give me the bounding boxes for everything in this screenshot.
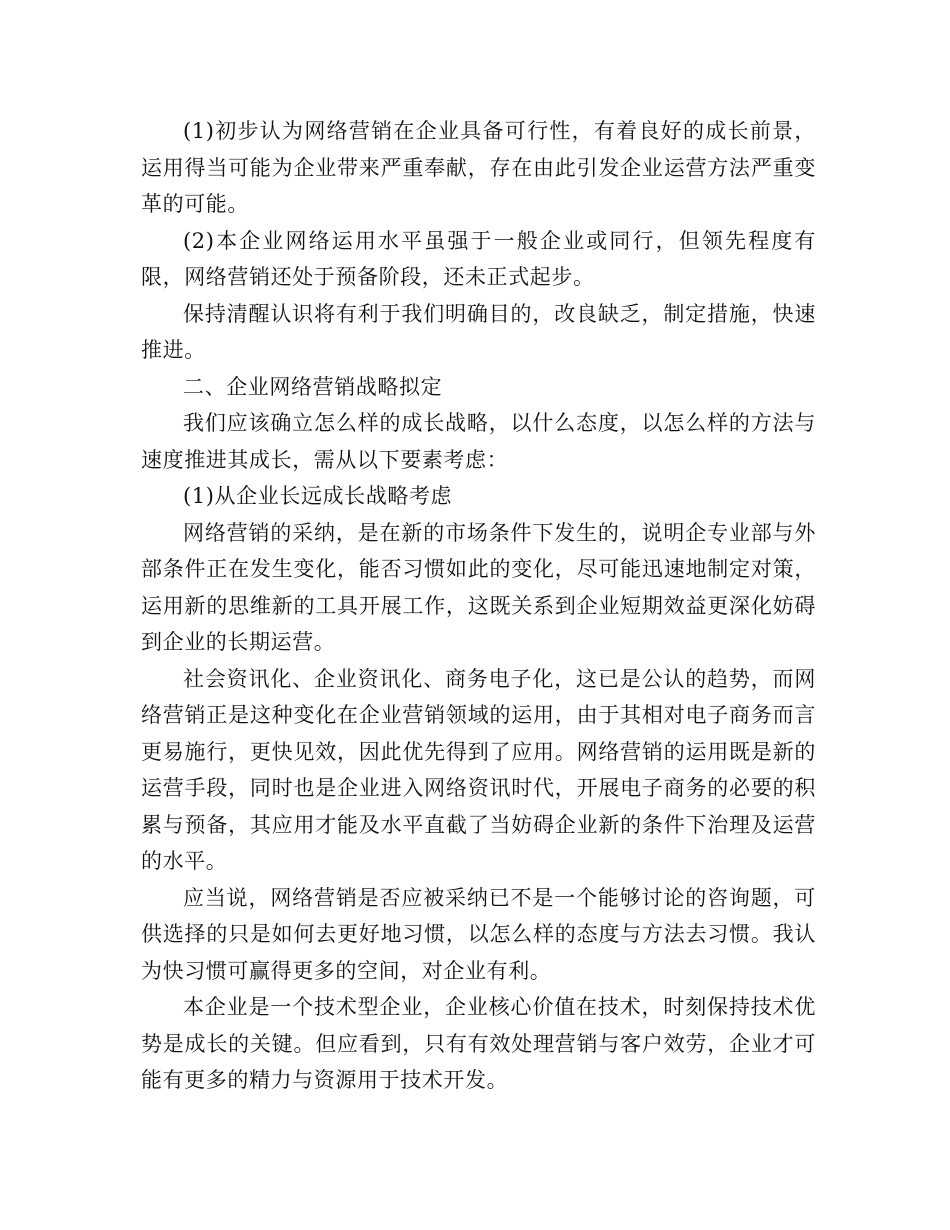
paragraph-body-3: 应当说，网络营销是否应被采纳已不是一个能够讨论的咨询题，可供选择的只是如何去更好地习惯，以怎么样的态度与方法去习惯。我认为快习惯可赢得更多的空间，对企业有利。 bbox=[141, 885, 816, 983]
section-heading: 二、企业网络营销战略拟定 bbox=[183, 374, 443, 399]
paragraph-conclusion-1: (1)初步认为网络营销在企业具备可行性，有着良好的成长前景，运用得当可能为企业带来严重奉献，存在由此引发企业运营方法严重变革的可能。 bbox=[141, 119, 816, 216]
paragraph-body-4: 本企业是一个技术型企业，企业核心价值在技术，时刻保持技术优势是成长的关键。但应看到，只有有效处理营销与客户效劳，企业才可能有更多的精力与资源用于技术开发。 bbox=[141, 995, 816, 1092]
paragraph-body-1: 网络营销的采纳，是在新的市场条件下发生的，说明企专业部与外部条件正在发生变化，能否习惯如此的变化，尽可能迅速地制定对策，运用新的思维新的工具开展工作，这既关系到企业短期效益更深化妨碍到企业的长期运营。 bbox=[141, 520, 816, 654]
paragraph-summary: 保持清醒认识将有利于我们明确目的，改良缺乏，制定措施，快速推进。 bbox=[141, 301, 816, 362]
document-body bbox=[141, 113, 816, 1099]
paragraph-intro: 我们应该确立怎么样的成长战略，以什么态度，以怎么样的方法与速度推进其成长，需从以下要素考虑： bbox=[141, 411, 816, 472]
paragraph-conclusion-2: (2)本企业网络运用水平虽强于一般企业或同行，但领先程度有限，网络营销还处于预备阶段，还未正式起步。 bbox=[141, 228, 816, 289]
paragraph-body-2: 社会资讯化、企业资讯化、商务电子化，这已是公认的趋势，而网络营销正是这种变化在企业营销领域的运用，由于其相对电子商务而言更易施行，更快见效，因此优先得到了应用。网络营销的运用既是新的运营手段，同时也是企业进入网络资讯时代，开展电子商务的必要的积累与预备，其应用才能及水平直截了当妨碍企业新的条件下治理及运营的水平。 bbox=[141, 666, 816, 873]
subsection-heading: (1)从企业长远成长战略考虑 bbox=[183, 484, 453, 508]
